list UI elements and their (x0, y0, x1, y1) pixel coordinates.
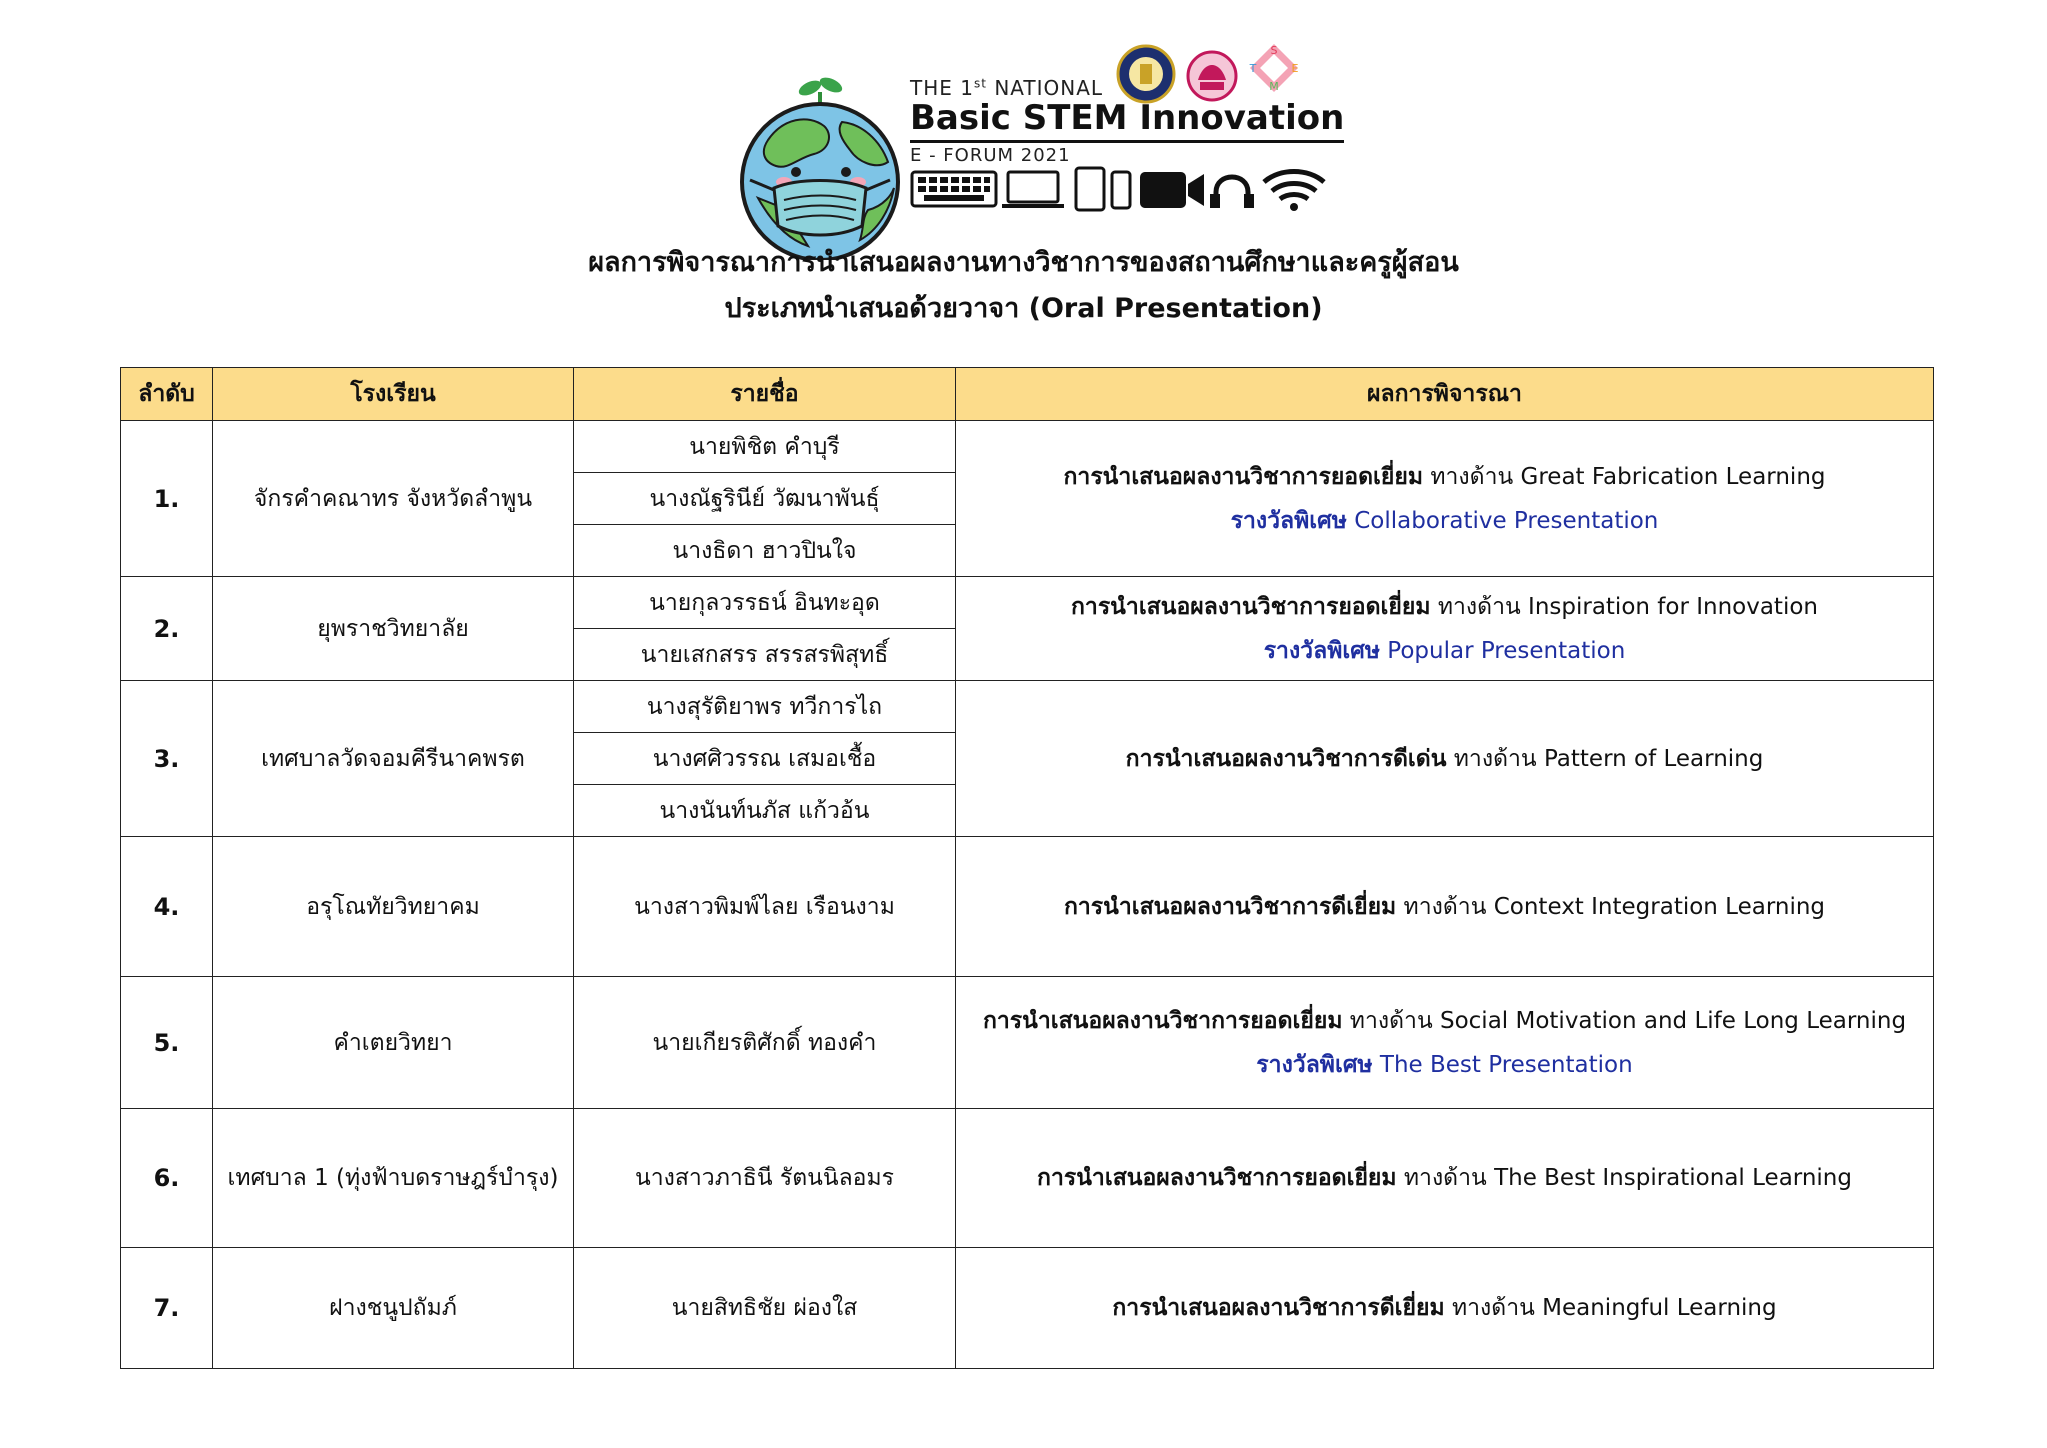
row-number: 6. (121, 1109, 213, 1248)
event-prefix: THE 1st NATIONAL (910, 76, 1104, 100)
keyboard-icon (912, 172, 996, 206)
tablet-icon (1076, 168, 1104, 210)
special-award-name: Popular Presentation (1379, 637, 1626, 664)
header-order: ลำดับ (121, 368, 213, 421)
title-line-1: ผลการพิจารณาการนำเสนอผลงานทางวิชาการของสถานศึกษาและครูผู้สอน (588, 247, 1459, 278)
school-name: ฝางชนูปถัมภ์ (213, 1248, 574, 1369)
result-level: การนำเสนอผลงานวิชาการดีเยี่ยม (1063, 893, 1397, 920)
wifi-icon (1264, 172, 1324, 212)
row-number: 2. (121, 577, 213, 681)
table-row (121, 681, 1934, 733)
table-row (121, 1248, 1934, 1369)
participant-name: นายพิชิต คำบุรี (574, 421, 956, 473)
result-level: การนำเสนอผลงานวิชาการยอดเยี่ยม (1063, 463, 1424, 490)
globe-with-mask-icon (738, 70, 902, 260)
result-level: การนำเสนอผลงานวิชาการยอดเยี่ยม (1070, 593, 1431, 620)
event-wordmark (910, 76, 1344, 166)
stem-letter-s: S (1270, 44, 1278, 57)
row-number: 5. (121, 977, 213, 1109)
special-award-label: รางวัลพิเศษ (1230, 507, 1347, 534)
special-award-name: Collaborative Presentation (1346, 507, 1659, 534)
event-name: Basic STEM Innovation (910, 98, 1344, 143)
table-row (121, 1109, 1934, 1248)
document-titles (0, 240, 2047, 332)
result-field: ทางด้าน Context Integration Learning (1396, 893, 1826, 920)
device-icons (910, 164, 1330, 214)
participant-name: นายเสกสรร สรรสรพิสุทธิ์ (574, 629, 956, 681)
result-line (956, 1286, 1933, 1330)
result-cell (956, 577, 1934, 681)
participant-name: นางณัฐรินีย์ วัฒนาพันธุ์ (574, 473, 956, 525)
result-level: การนำเสนอผลงานวิชาการดีเยี่ยม (1112, 1295, 1445, 1321)
result-level: การนำเสนอผลงานวิชาการดีเด่น (1125, 745, 1447, 772)
table-row (121, 577, 1934, 629)
results-table (120, 367, 1934, 1369)
result-line (956, 1156, 1933, 1200)
participant-name: นางสาวภาธินี รัตนนิลอมร (574, 1109, 956, 1248)
participant-name: นางธิดา ฮาวปินใจ (574, 525, 956, 577)
result-cell (956, 1109, 1934, 1248)
result-field: ทางด้าน The Best Inspirational Learning (1396, 1165, 1852, 1191)
school-name: เทศบาล 1 (ทุ่งฟ้าบดราษฎร์บำรุง) (213, 1109, 574, 1248)
event-logo (738, 36, 1345, 236)
result-cell (956, 681, 1934, 837)
school-name: เทศบาลวัดจอมคีรีนาคพรต (213, 681, 574, 837)
special-award-label: รางวัลพิเศษ (1256, 1051, 1373, 1078)
school-name: อรุโณทัยวิทยาคม (213, 837, 574, 977)
school-name: คำเตยวิทยา (213, 977, 574, 1109)
header-school: โรงเรียน (213, 368, 574, 421)
result-field: ทางด้าน Pattern of Learning (1446, 745, 1764, 772)
video-camera-icon (1140, 172, 1204, 208)
result-field: ทางด้าน Great Fabrication Learning (1423, 463, 1826, 490)
table-row (121, 421, 1934, 473)
school-name: ยุพราชวิทยาลัย (213, 577, 574, 681)
result-level: การนำเสนอผลงานวิชาการยอดเยี่ยม (982, 1007, 1343, 1034)
result-cell (956, 1248, 1934, 1369)
participant-name: นางสาวพิมพ์ไลย เรือนงาม (574, 837, 956, 977)
result-field: ทางด้าน Social Motivation and Life Long Learning (1342, 1007, 1907, 1034)
row-number: 3. (121, 681, 213, 837)
participant-name: นายเกียรติศักดิ์ ทองคำ (574, 977, 956, 1109)
result-field: ทางด้าน Meaningful Learning (1444, 1295, 1777, 1321)
title-line-2: ประเภทนำเสนอด้วยวาจา (Oral Presentation) (724, 293, 1323, 324)
school-name: จักรคำคณาทร จังหวัดลำพูน (213, 421, 574, 577)
stem-letter-m: M (1269, 80, 1279, 93)
result-level: การนำเสนอผลงานวิชาการยอดเยี่ยม (1037, 1165, 1397, 1191)
participant-name: นายกุลวรรธน์ อินทะอุด (574, 577, 956, 629)
result-line (956, 999, 1933, 1043)
participant-name: นางสุรัติยาพร ทวีการไถ (574, 681, 956, 733)
result-line (956, 455, 1933, 499)
phone-icon (1112, 172, 1130, 208)
stem-letter-t: T (1249, 62, 1257, 75)
special-award-name: The Best Presentation (1372, 1051, 1633, 1078)
result-line (956, 737, 1933, 781)
result-line (956, 885, 1933, 929)
result-cell (956, 977, 1934, 1109)
header-result: ผลการพิจารณา (956, 368, 1934, 421)
participant-name: นางนันท์นภัส แก้วอ้น (574, 785, 956, 837)
special-award-line (956, 629, 1933, 673)
laptop-icon (1002, 172, 1064, 206)
special-award-label: รางวัลพิเศษ (1263, 637, 1380, 664)
result-line (956, 585, 1933, 629)
table-header-row (121, 368, 1934, 421)
row-number: 4. (121, 837, 213, 977)
headphones-icon (1210, 177, 1254, 208)
result-field: ทางด้าน Inspiration for Innovation (1430, 593, 1818, 620)
stem-letter-e: E (1291, 62, 1299, 75)
row-number: 7. (121, 1248, 213, 1369)
table-row (121, 837, 1934, 977)
row-number: 1. (121, 421, 213, 577)
result-cell (956, 421, 1934, 577)
special-award-line (956, 499, 1933, 543)
event-subtitle: E - FORUM 2021 (910, 145, 1071, 166)
header-names: รายชื่อ (574, 368, 956, 421)
participant-name: นายสิทธิชัย ผ่องใส (574, 1248, 956, 1369)
table-row (121, 977, 1934, 1109)
special-award-line (956, 1043, 1933, 1087)
result-cell (956, 837, 1934, 977)
participant-name: นางศศิวรรณ เสมอเชื้อ (574, 733, 956, 785)
